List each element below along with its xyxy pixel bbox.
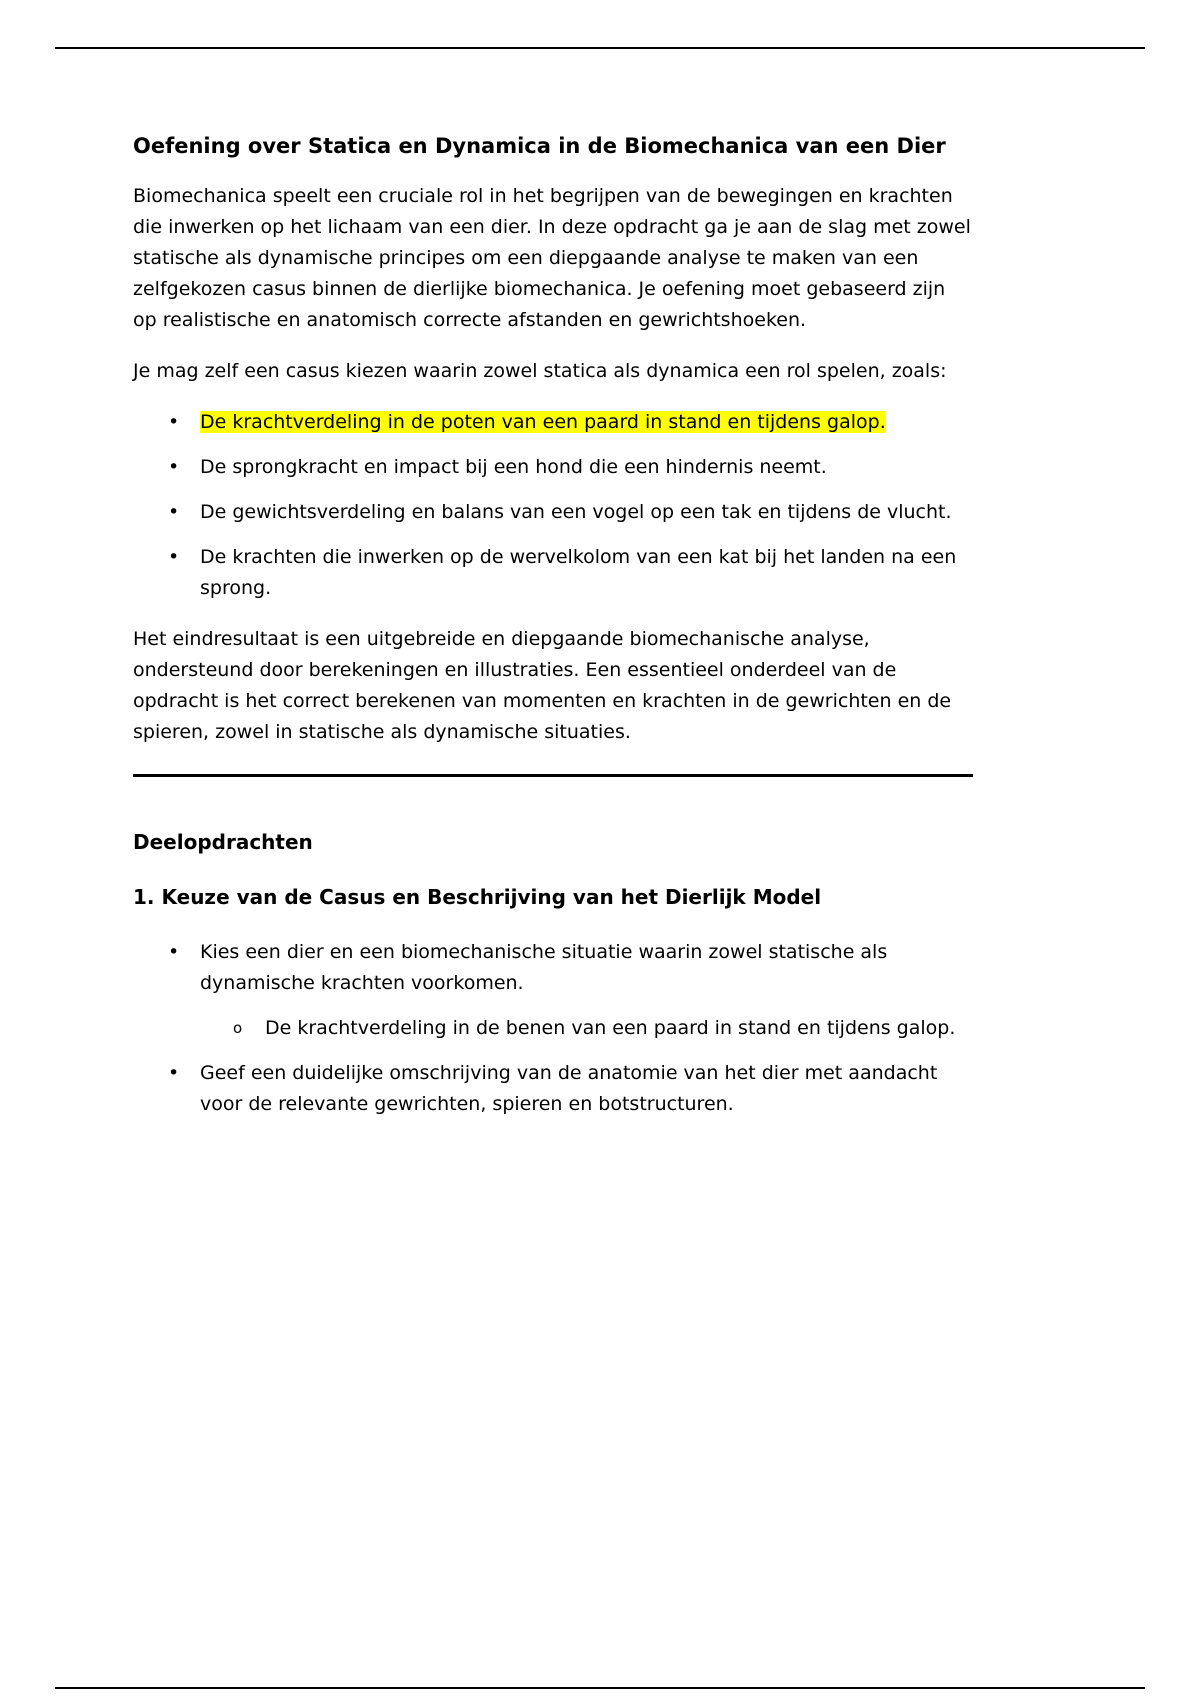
list-item-text: De krachten die inwerken op de wervelkolom van een kat bij het landen na een sprong.: [200, 546, 957, 599]
list-item-text: Kies een dier en een biomechanische situatie waarin zowel statische als dynamische krachten voorkomen.: [200, 941, 888, 994]
section-divider: [133, 774, 973, 777]
sub-bullet-icon: o: [233, 1019, 243, 1037]
list-item-text: Geef een duidelijke omschrijving van de anatomie van het dier met aandacht voor de relevante gewrichten, spieren en botstructuren.: [200, 1062, 938, 1115]
list-item: [133, 497, 973, 528]
cases-intro-paragraph: Je mag zelf een casus kiezen waarin zowel statica als dynamica een rol spelen, zoals:: [133, 360, 947, 382]
intro-paragraph: Biomechanica speelt een cruciale rol in het begrijpen van de bewegingen en krachten die inwerken op het lichaam van een dier. In deze opdracht ga je aan de slag met zowel statische als dynamische principes om een diepgaande analyse te maken van een zelfgekozen casus binnen de dierlijke biomechanica. Je oefening moet gebaseerd zijn op realistische en anatomisch correcte afstanden en gewrichtshoeken.: [133, 185, 971, 331]
bullet-icon: •: [168, 1062, 180, 1084]
list-item: [133, 1058, 973, 1120]
bullet-icon: •: [168, 411, 180, 433]
list-item: [133, 407, 973, 438]
list-item-text: De sprongkracht en impact bij een hond die een hindernis neemt.: [200, 456, 827, 478]
sub-list-item: [198, 1013, 973, 1044]
list-item-text: [200, 407, 973, 438]
bullet-icon: •: [168, 501, 180, 523]
document-title: Oefening over Statica en Dynamica in de Biomechanica van een Dier: [133, 134, 946, 158]
list-item: [133, 452, 973, 483]
case-list: [133, 407, 973, 604]
document-content: [133, 131, 973, 1140]
result-paragraph: Het eindresultaat is een uitgebreide en diepgaande biomechanische analyse, ondersteund door berekeningen en illustraties. Een essentieel onderdeel van de opdracht is het correct berekenen van momenten en krachten in de gewrichten en de spieren, zowel in statische als dynamische situaties.: [133, 628, 952, 743]
bullet-icon: •: [168, 456, 180, 478]
sub-list-item-text: De krachtverdeling in de benen van een paard in stand en tijdens galop.: [265, 1017, 956, 1039]
section-heading: Deelopdrachten: [133, 830, 313, 854]
bullet-icon: •: [168, 546, 180, 568]
list-item: [133, 937, 973, 999]
list-item: [133, 542, 973, 604]
bullet-icon: •: [168, 941, 180, 963]
page-bottom-rule: [55, 1687, 1145, 1689]
subsection-heading: 1. Keuze van de Casus en Beschrijving van het Dierlijk Model: [133, 885, 822, 909]
page-top-rule: [55, 47, 1145, 49]
highlighted-text: De krachtverdeling in de poten van een paard in stand en tijdens galop.: [200, 411, 886, 433]
list-item-text: De gewichtsverdeling en balans van een vogel op een tak en tijdens de vlucht.: [200, 501, 952, 523]
task-list: [133, 937, 973, 1120]
